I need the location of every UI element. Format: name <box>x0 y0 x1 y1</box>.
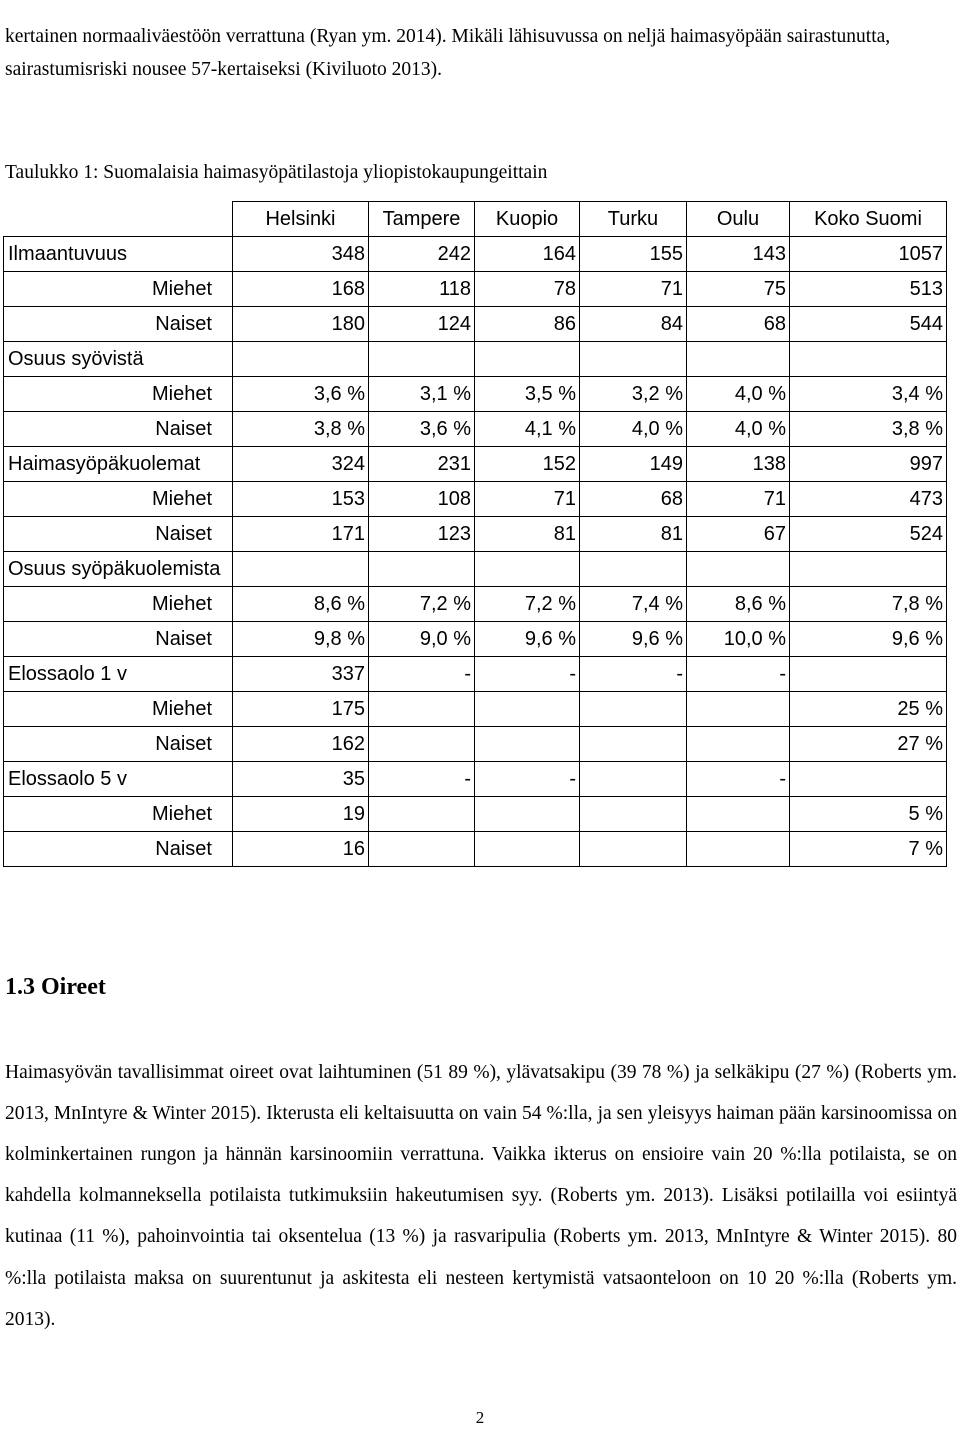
table-cell <box>790 552 947 587</box>
table-cell: 3,6 % <box>233 377 369 412</box>
table-row <box>4 237 947 272</box>
row-label: Osuus syöpäkuolemista <box>4 552 233 587</box>
table-cell: 8,6 % <box>687 587 790 622</box>
table-cell <box>790 762 947 797</box>
table-cell: 164 <box>475 237 580 272</box>
table-cell <box>687 727 790 762</box>
table-cell: 5 % <box>790 797 947 832</box>
table-row <box>4 692 947 727</box>
table-cell: 473 <box>790 482 947 517</box>
table-row <box>4 587 947 622</box>
table-row <box>4 552 947 587</box>
table-row <box>4 727 947 762</box>
section-heading: 1.3 Oireet <box>5 974 106 1000</box>
table-cell: 4,0 % <box>687 377 790 412</box>
table-cell: 3,4 % <box>790 377 947 412</box>
table-cell: - <box>475 762 580 797</box>
table-cell <box>580 727 687 762</box>
table-row <box>4 482 947 517</box>
table-cell: 118 <box>369 272 475 307</box>
table-cell: 3,8 % <box>790 412 947 447</box>
table-row <box>4 517 947 552</box>
table-cell: 16 <box>233 832 369 867</box>
table-cell <box>687 342 790 377</box>
table-cell: 544 <box>790 307 947 342</box>
table-cell: 81 <box>475 517 580 552</box>
row-label: Haimasyöpäkuolemat <box>4 447 233 482</box>
table-cell: 4,0 % <box>687 412 790 447</box>
table-cell: 3,2 % <box>580 377 687 412</box>
table-cell: 9,6 % <box>790 622 947 657</box>
column-header: Tampere <box>369 202 475 237</box>
table-cell: 124 <box>369 307 475 342</box>
table-cell: - <box>369 762 475 797</box>
table-cell: 71 <box>580 272 687 307</box>
table-cell: 524 <box>790 517 947 552</box>
table-row <box>4 342 947 377</box>
row-label: Elossaolo 5 v <box>4 762 233 797</box>
table-cell: 168 <box>233 272 369 307</box>
table-cell: 7,8 % <box>790 587 947 622</box>
table-cell <box>369 727 475 762</box>
table-cell <box>790 342 947 377</box>
table-cell: 68 <box>580 482 687 517</box>
table-cell: 84 <box>580 307 687 342</box>
column-header: Kuopio <box>475 202 580 237</box>
table-cell <box>475 727 580 762</box>
table-cell <box>580 552 687 587</box>
table-cell: 9,6 % <box>475 622 580 657</box>
table-cell: 143 <box>687 237 790 272</box>
table-cell: 81 <box>580 517 687 552</box>
table-cell <box>233 342 369 377</box>
table-cell: 997 <box>790 447 947 482</box>
table-cell: 180 <box>233 307 369 342</box>
table-cell <box>475 552 580 587</box>
table-cell <box>580 797 687 832</box>
column-header: Turku <box>580 202 687 237</box>
table-cell: 175 <box>233 692 369 727</box>
table-row <box>4 307 947 342</box>
table-cell: - <box>580 657 687 692</box>
table-cell: 7,4 % <box>580 587 687 622</box>
table-cell: 7 % <box>790 832 947 867</box>
table-cell: 71 <box>687 482 790 517</box>
table-cell: 7,2 % <box>369 587 475 622</box>
table-row <box>4 797 947 832</box>
table-cell: 75 <box>687 272 790 307</box>
table-cell: - <box>369 657 475 692</box>
row-sublabel: Naiset <box>4 727 233 762</box>
table-cell <box>475 832 580 867</box>
table-cell: 123 <box>369 517 475 552</box>
table-cell: 7,2 % <box>475 587 580 622</box>
table-row <box>4 272 947 307</box>
table-row <box>4 832 947 867</box>
table-cell <box>790 657 947 692</box>
row-sublabel: Miehet <box>4 692 233 727</box>
table-cell <box>687 552 790 587</box>
row-sublabel: Naiset <box>4 622 233 657</box>
table-cell <box>475 342 580 377</box>
table-cell: 1057 <box>790 237 947 272</box>
row-label: Elossaolo 1 v <box>4 657 233 692</box>
intro-paragraph: kertainen normaaliväestöön verrattuna (Ryan ym. 2014). Mikäli lähisuvussa on neljä haimasyöpään sairastunutta, sairastumisriski nousee 57-kertaiseksi (Kiviluoto 2013). <box>5 25 891 80</box>
page-number: 2 <box>475 1408 485 1427</box>
table-cell: 3,6 % <box>369 412 475 447</box>
table-cell <box>369 342 475 377</box>
table-cell: - <box>687 657 790 692</box>
table-cell: 138 <box>687 447 790 482</box>
table-cell: 4,1 % <box>475 412 580 447</box>
table-cell: 153 <box>233 482 369 517</box>
table-cell: 10,0 % <box>687 622 790 657</box>
table-cell <box>475 692 580 727</box>
column-header: Helsinki <box>233 202 369 237</box>
table-cell: 171 <box>233 517 369 552</box>
row-sublabel: Naiset <box>4 412 233 447</box>
row-sublabel: Miehet <box>4 272 233 307</box>
table-cell <box>369 832 475 867</box>
table-row <box>4 622 947 657</box>
table-caption: Taulukko 1: Suomalaisia haimasyöpätilastoja yliopistokaupungeittain <box>5 162 548 183</box>
row-sublabel: Naiset <box>4 307 233 342</box>
row-label: Osuus syövistä <box>4 342 233 377</box>
table-cell: 155 <box>580 237 687 272</box>
table-cell: 86 <box>475 307 580 342</box>
table-cell: 9,8 % <box>233 622 369 657</box>
table-cell <box>687 797 790 832</box>
table-cell: 27 % <box>790 727 947 762</box>
table-row <box>4 447 947 482</box>
row-sublabel: Miehet <box>4 587 233 622</box>
table-cell: 3,8 % <box>233 412 369 447</box>
table-cell: 71 <box>475 482 580 517</box>
table-cell <box>687 692 790 727</box>
body-paragraph: Haimasyövän tavallisimmat oireet ovat laihtuminen (51 89 %), ylävatsakipu (39 78 %) ja selkäkipu (27 %) (Roberts ym. 2013, MnIntyre & Winter 2015). Ikterusta eli keltaisuutta on vain 54 %:lla, ja sen yleisyys haiman pään karsinoomissa on kolminkertainen rungon ja hännän karsinoomiin verrattuna. Vaikka ikterus on ensioire vain 20 %:lla potilaista, se on kahdella kolmanneksella potilaista tutkimuksiin hakeutumisen syy. (Roberts ym. 2013). Lisäksi potilailla voi esiintyä kutinaa (11 %), pahoinvointia tai oksentelua (13 %) ja rasvaripulia (Roberts ym. 2013, MnIntyre & Winter 2015). 80 %:lla potilaista maksa on suurentunut ja askitesta eli nesteen kertymistä vatsaonteloon on 10 20 %:lla (Roberts ym. 2013). <box>5 1061 957 1330</box>
row-sublabel: Miehet <box>4 797 233 832</box>
table-cell: 9,6 % <box>580 622 687 657</box>
row-sublabel: Miehet <box>4 377 233 412</box>
row-sublabel: Miehet <box>4 482 233 517</box>
table-cell: 231 <box>369 447 475 482</box>
table-cell: 152 <box>475 447 580 482</box>
table-cell <box>580 832 687 867</box>
row-sublabel: Naiset <box>4 517 233 552</box>
table-cell: 108 <box>369 482 475 517</box>
table-cell: 68 <box>687 307 790 342</box>
table-cell: 4,0 % <box>580 412 687 447</box>
table-header-row <box>4 202 947 237</box>
table-cell <box>475 797 580 832</box>
table-cell: 3,1 % <box>369 377 475 412</box>
table-cell: 162 <box>233 727 369 762</box>
row-label: Ilmaantuvuus <box>4 237 233 272</box>
table-cell <box>580 342 687 377</box>
table-cell: 242 <box>369 237 475 272</box>
table-cell: 348 <box>233 237 369 272</box>
table-row <box>4 412 947 447</box>
table-cell: 3,5 % <box>475 377 580 412</box>
table-cell <box>369 797 475 832</box>
table-row <box>4 762 947 797</box>
table-cell: 9,0 % <box>369 622 475 657</box>
table-cell: - <box>687 762 790 797</box>
table-cell <box>233 552 369 587</box>
table-cell: 149 <box>580 447 687 482</box>
table-row <box>4 657 947 692</box>
table-cell <box>580 762 687 797</box>
table-cell: 8,6 % <box>233 587 369 622</box>
row-sublabel: Naiset <box>4 832 233 867</box>
table-cell <box>369 552 475 587</box>
table-cell: - <box>475 657 580 692</box>
table-cell: 35 <box>233 762 369 797</box>
table-cell: 513 <box>790 272 947 307</box>
table-cell: 324 <box>233 447 369 482</box>
table-cell: 67 <box>687 517 790 552</box>
table-cell <box>369 692 475 727</box>
header-corner-cell <box>4 202 233 237</box>
table-cell <box>580 692 687 727</box>
table-cell: 337 <box>233 657 369 692</box>
table-cell: 25 % <box>790 692 947 727</box>
table-row <box>4 377 947 412</box>
statistics-table <box>3 201 947 867</box>
table-cell: 19 <box>233 797 369 832</box>
table-cell: 78 <box>475 272 580 307</box>
column-header: Oulu <box>687 202 790 237</box>
column-header: Koko Suomi <box>790 202 947 237</box>
table-cell <box>687 832 790 867</box>
